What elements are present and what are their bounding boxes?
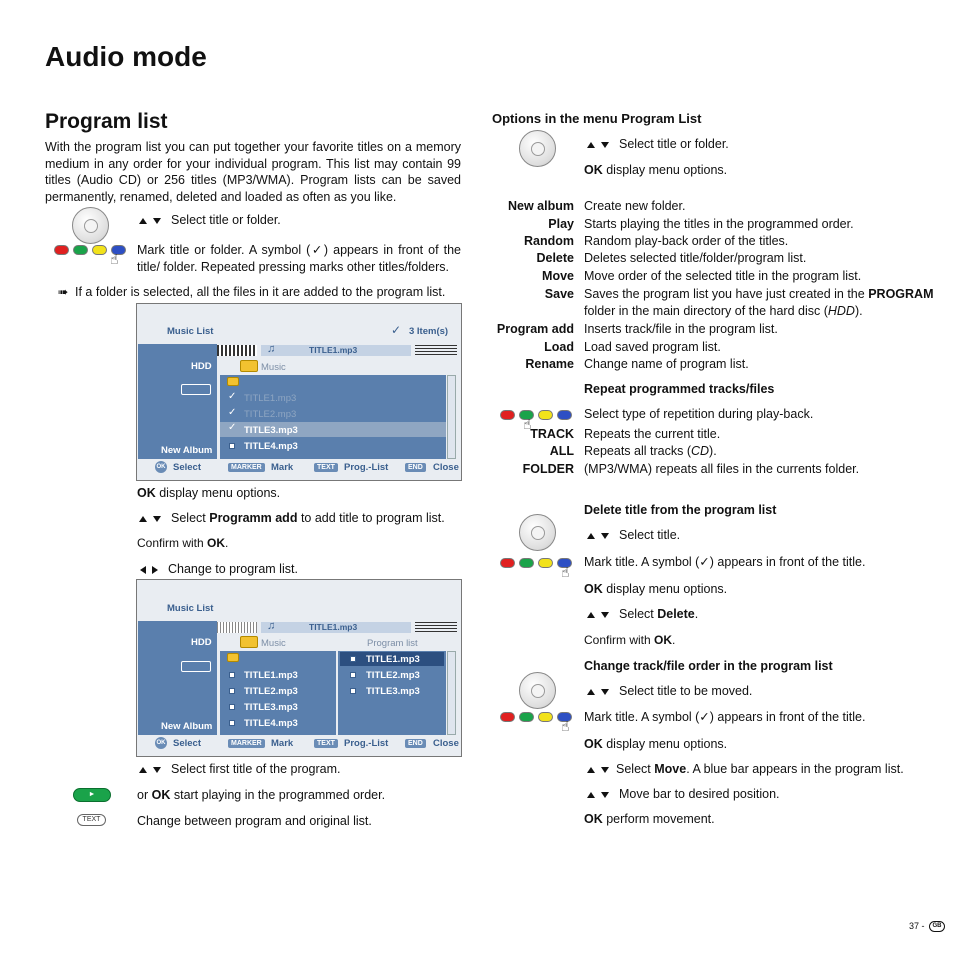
marker-key-icon: MARKER [228, 463, 265, 472]
folder-up-icon [227, 377, 239, 386]
program-item-3[interactable]: TITLE3.mp3 [366, 686, 420, 697]
check-icon: ✓ [228, 407, 237, 418]
file-item-3[interactable]: TITLE3.mp3 [244, 425, 298, 436]
delete-select-title: Select title. [619, 528, 681, 542]
now-playing-title: TITLE1.mp3 [309, 345, 358, 355]
text-fragment: display menu options. [606, 163, 728, 177]
file-icon [229, 720, 235, 726]
current-folder: Music [261, 362, 286, 373]
note-icon: ♫ [267, 343, 276, 355]
up-down-arrows-icon [587, 607, 609, 622]
side-label-new-album: New Album [161, 445, 213, 456]
repeat-label-folder: FOLDER [522, 462, 574, 476]
text-fragment: ). [854, 304, 863, 318]
up-down-arrows-icon [587, 787, 609, 802]
footer-close: Close [433, 738, 459, 749]
repeat-desc-track: Repeats the current title. [584, 427, 721, 441]
scrollbar[interactable] [447, 651, 456, 735]
footer-prog-list: Prog.-List [344, 738, 389, 749]
text-fragment: Repeats all tracks ( [584, 444, 691, 458]
footer-select: Select [173, 462, 201, 473]
ok-key-label: OK [654, 633, 673, 647]
option-desc-play: Starts playing the titles in the programmed order. [584, 217, 854, 231]
text-key-icon: TEXT [77, 814, 106, 826]
footer-mark: Mark [271, 738, 294, 749]
programm-add-label: Programm add [209, 511, 298, 525]
option-desc-load: Load saved program list. [584, 340, 721, 354]
text-fragment: . [225, 536, 229, 550]
hand-pointer-icon: ☝ [561, 718, 570, 734]
repeat-select: Select type of repetition during play-back. [584, 407, 814, 421]
change-between-lists: Change between program and original list. [137, 814, 372, 828]
option-desc-move: Move order of the selected title in the program list. [584, 269, 862, 283]
text-fragment: Confirm with [137, 536, 204, 550]
file-item-1[interactable]: TITLE1.mp3 [244, 393, 297, 404]
text-fragment: Select [616, 762, 651, 776]
step-select-title: Select title or folder. [171, 213, 281, 227]
remote-navigation-icon [519, 514, 556, 551]
ok-display-options [137, 486, 280, 501]
up-down-arrows-icon [587, 528, 609, 543]
source-hdd: HDD [191, 637, 212, 648]
file-icon [350, 672, 356, 678]
move-select-title: Select title to be moved. [619, 684, 753, 698]
footer-mark: Mark [271, 462, 294, 473]
text-fragment: to add title to program list. [300, 511, 445, 525]
note-icon: ♫ [267, 620, 276, 632]
option-label-move: Move [542, 269, 574, 283]
footer-prog-list: Prog.-List [344, 462, 389, 473]
footer-close: Close [433, 462, 459, 473]
footer-select: Select [173, 738, 201, 749]
text-fragment: Saves the program list you have just created in the [584, 287, 865, 301]
file-item-4[interactable]: TITLE4.mp3 [244, 441, 298, 452]
text-fragment: Select [171, 511, 206, 525]
delete-confirm [584, 633, 675, 648]
delete-ok-display [584, 582, 727, 597]
item-count: 3 Item(s) [409, 326, 449, 337]
text-fragment: ). [709, 444, 717, 458]
program-folder-label: PROGRAM [868, 287, 934, 301]
end-key-icon: END [405, 463, 426, 472]
check-icon: ✓ [228, 391, 237, 402]
file-item-3[interactable]: TITLE3.mp3 [244, 702, 298, 713]
ok-key-label: OK [151, 788, 171, 802]
ok-display-options [584, 163, 727, 178]
file-icon [229, 443, 235, 449]
delete-label: Delete [657, 607, 695, 621]
device-icon [181, 661, 211, 672]
repeat-label-track: TRACK [530, 427, 574, 441]
option-label-play: Play [548, 217, 574, 231]
text-fragment: . A blue bar appears in the program list. [686, 762, 904, 776]
text-fragment: display menu options. [606, 582, 728, 596]
volume-icon [415, 622, 457, 633]
remote-navigation-icon [519, 130, 556, 167]
option-desc-rename: Change name of program list. [584, 357, 749, 371]
delete-mark-title: Mark title. A symbol (✓) appears in front of the title. [584, 555, 866, 569]
music-list-screen-1 [136, 303, 462, 481]
folder-icon [240, 360, 258, 372]
ok-key-icon: OK [155, 737, 167, 749]
device-icon [181, 384, 211, 395]
program-item-2[interactable]: TITLE2.mp3 [366, 670, 420, 681]
up-down-arrows-icon [139, 762, 161, 777]
text-key-icon: TEXT [314, 463, 338, 472]
page-number: 37 - [909, 921, 925, 931]
intro-paragraph: With the program list you can put together your favorite titles on a memory medium in any order for your individual program. This list may contain 99 titles (Audio CD) or 256 titles (MP3/WMA). Program lists can be saved permanently, renamed, deleted and loaded as often as you like. [45, 140, 461, 204]
program-item-1[interactable]: TITLE1.mp3 [366, 654, 420, 665]
music-list-screen-2 [136, 579, 462, 757]
file-icon [350, 688, 356, 694]
screen-header: Music List [167, 326, 214, 337]
option-desc-program-add: Inserts track/file in the program list. [584, 322, 778, 336]
file-item-2[interactable]: TITLE2.mp3 [244, 686, 298, 697]
ok-key-label: OK [584, 737, 603, 751]
scrollbar[interactable] [447, 375, 456, 459]
move-bar: Move bar to desired position. [619, 787, 780, 801]
folder-icon [240, 636, 258, 648]
hand-pointer-icon: ☝ [561, 564, 570, 580]
text-fragment: . [672, 633, 676, 647]
repeat-desc-folder: (MP3/WMA) repeats all files in the currents folder. [584, 462, 860, 476]
file-item-2[interactable]: TITLE2.mp3 [244, 409, 297, 420]
green-play-button-icon: ► [73, 788, 111, 802]
option-label-delete: Delete [536, 251, 574, 265]
ok-key-label: OK [207, 536, 226, 550]
up-down-arrows-icon [139, 511, 161, 526]
screen-header: Music List [167, 603, 214, 614]
change-to-program-list: Change to program list. [168, 562, 298, 576]
source-hdd: HDD [191, 361, 212, 372]
delete-select-delete [619, 607, 698, 622]
remote-navigation-icon [72, 207, 109, 244]
progress-bar-icon [217, 345, 257, 356]
move-heading: Change track/file order in the program list [584, 659, 833, 673]
folder-up-icon [227, 653, 239, 662]
up-down-arrows-icon [587, 762, 609, 777]
cd-label: CD [690, 444, 710, 458]
move-mark-title: Mark title. A symbol (✓) appears in front of the title. [584, 710, 866, 724]
repeat-label-all: ALL [549, 444, 574, 458]
text-fragment: display menu options. [606, 737, 728, 751]
option-label-load: Load [544, 340, 574, 354]
ok-key-label: OK [584, 812, 603, 826]
ok-key-label: OK [584, 163, 603, 177]
option-desc-save [584, 287, 933, 302]
option-desc-random: Random play-back order of the titles. [584, 234, 789, 248]
step-select-programm-add [171, 511, 445, 526]
option-label-save: Save [544, 287, 574, 301]
text-fragment: Confirm with [584, 633, 651, 647]
option-label-new-album: New album [508, 199, 574, 213]
note-folder: If a folder is selected, all the files in it are added to the program list. [75, 285, 446, 299]
file-item-1[interactable]: TITLE1.mp3 [244, 670, 298, 681]
option-desc-save-line2 [584, 304, 863, 319]
file-item-4[interactable]: TITLE4.mp3 [244, 718, 298, 729]
option-label-random: Random [524, 234, 574, 248]
check-icon: ✓ [228, 422, 237, 433]
option-label-program-add: Program add [496, 322, 574, 336]
marker-key-icon: MARKER [228, 739, 265, 748]
repeat-heading: Repeat programmed tracks/files [584, 382, 775, 396]
volume-icon [415, 345, 457, 356]
text-key-icon: TEXT [314, 739, 338, 748]
hand-pointer-icon: ☝ [523, 416, 532, 432]
progress-bar-icon [217, 622, 257, 633]
option-desc-new-album: Create new folder. [584, 199, 686, 213]
options-heading: Options in the menu Program List [492, 111, 702, 126]
move-ok-display [584, 737, 727, 752]
move-perform [584, 812, 715, 827]
select-title-or-folder: Select title or folder. [619, 137, 729, 151]
text-fragment: perform movement. [606, 812, 715, 826]
text-fragment: start playing in the programmed order. [173, 788, 386, 802]
move-label: Move [654, 762, 687, 776]
step-mark-title: Mark title or folder. A symbol (✓) appears in front of the title/ folder. Repeated pressing marks other titles/folders. [137, 243, 461, 274]
end-key-icon: END [405, 739, 426, 748]
file-icon [229, 672, 235, 678]
up-down-arrows-icon [587, 137, 609, 152]
country-badge: GB [929, 921, 945, 932]
confirm-ok [137, 536, 228, 551]
file-icon [229, 704, 235, 710]
text-fragment: or [137, 788, 149, 802]
current-folder: Music [261, 638, 286, 649]
hdd-label: HDD [827, 304, 855, 318]
color-buttons-icon [500, 410, 572, 420]
side-label-new-album: New Album [161, 721, 213, 732]
ok-key-label: OK [584, 582, 603, 596]
delete-heading: Delete title from the program list [584, 503, 777, 517]
ok-key-icon: OK [155, 461, 167, 473]
text-fragment: folder in the main directory of the hard disc ( [584, 304, 828, 318]
now-playing-title: TITLE1.mp3 [309, 622, 358, 632]
left-right-arrows-icon [140, 562, 158, 577]
up-down-arrows-icon [139, 213, 161, 228]
move-select-move [616, 762, 904, 777]
file-icon [229, 688, 235, 694]
note-arrow-icon: ➠ [58, 285, 69, 299]
program-list-header: Program list [367, 638, 418, 649]
select-first-title: Select first title of the program. [171, 762, 341, 776]
text-fragment: Select [619, 607, 654, 621]
ok-key-label: OK [137, 486, 156, 500]
ok-display-text: display menu options. [159, 486, 281, 500]
remote-navigation-icon [519, 672, 556, 709]
option-desc-delete: Deletes selected title/folder/program list. [584, 251, 807, 265]
repeat-desc-all [584, 444, 717, 459]
page-title: Audio mode [45, 41, 207, 72]
hand-pointer-icon: ☝ [110, 251, 119, 267]
section-heading-program-list: Program list [45, 110, 168, 133]
option-label-rename: Rename [525, 357, 574, 371]
check-icon: ✓ [391, 323, 402, 337]
text-fragment: . [694, 607, 699, 621]
file-icon [350, 656, 356, 662]
up-down-arrows-icon [587, 684, 609, 699]
or-ok-start [137, 788, 385, 803]
